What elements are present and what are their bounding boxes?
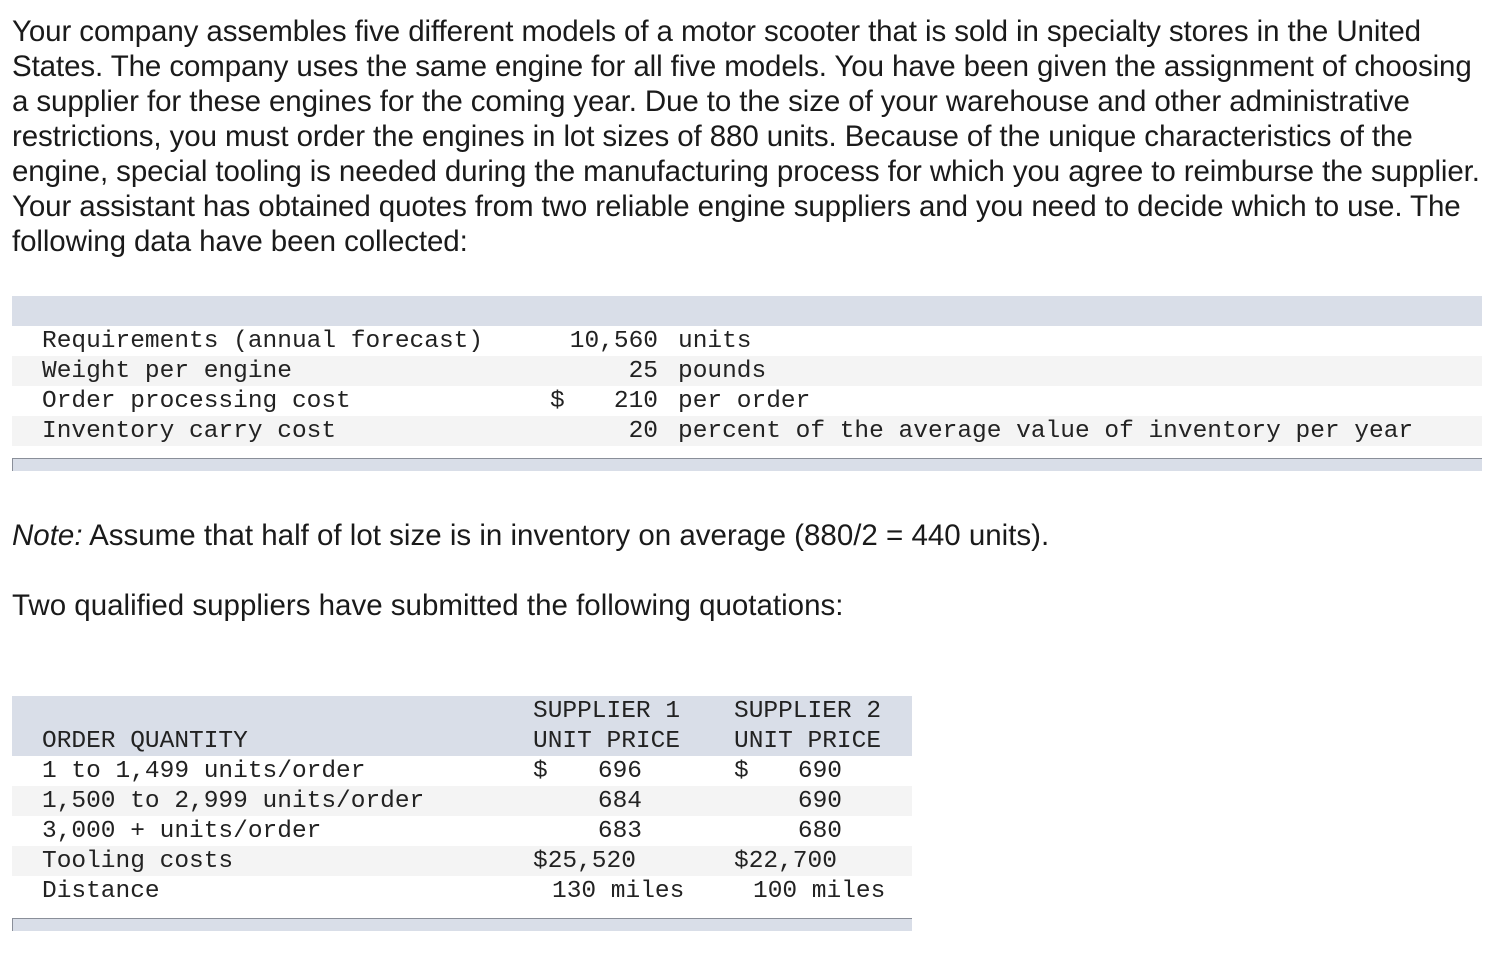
row-label: 3,000 + units/order [42,818,322,845]
order-quantity-header: ORDER QUANTITY [42,728,248,755]
supplier-1-distance: 130 miles [552,878,685,905]
requirements-table [12,296,1482,471]
table-row [12,816,912,846]
quotations-table [12,696,912,931]
table-footer-band [12,918,912,931]
supplier-1-currency: $ [533,758,548,785]
row-label: 1 to 1,499 units/order [42,758,366,785]
quotes-intro: Two qualified suppliers have submitted the following quotations: [12,589,844,622]
supplier-1-price: 696 [597,758,642,785]
row-value: 20 [628,418,658,445]
row-label: Order processing cost [42,388,351,415]
table-row [12,756,912,786]
note-text [12,518,1049,554]
supplier-2-header: SUPPLIER 2 [734,698,882,725]
note-label: Note: [12,519,83,552]
row-value: 210 [613,388,658,415]
table-row [12,416,1482,446]
row-label: Requirements (annual forecast) [42,328,484,355]
supplier-2-price: 680 [797,818,842,845]
supplier-1-price: 684 [597,788,642,815]
supplier-2-subheader: UNIT PRICE [734,728,882,755]
table-footer-band [12,458,1482,471]
supplier-1-subheader: UNIT PRICE [533,728,681,755]
table-row [12,326,1482,356]
row-unit: per order [678,388,811,415]
table-row [12,876,912,906]
supplier-2-distance: 100 miles [753,878,886,905]
table-header-band [12,296,1482,326]
note-body: Assume that half of lot size is in inventory on average (880/2 = 440 units). [89,519,1050,552]
supplier-1-price: 683 [597,818,642,845]
table-row [12,386,1482,416]
table-row [12,846,912,876]
row-label: Tooling costs [42,848,234,875]
row-label: 1,500 to 2,999 units/order [42,788,425,815]
table-row [12,786,912,816]
row-label: Distance [42,878,160,905]
supplier-2-price: 690 [797,788,842,815]
table-row [12,356,1482,386]
row-value: 10,560 [569,328,658,355]
supplier-2-price: 690 [797,758,842,785]
problem-intro: Your company assembles five different models of a motor scooter that is sold in specialty stores in the United States. The company uses the same engine for all five models. You have been given the assignment of choosing a supplier for these engines for the coming year. Due to the size of your warehouse and other administrative restrictions, you must order the engines in lot sizes of 880 units. Because of the unique characteristics of the engine, special tooling is needed during the manufacturing process for which you agree to reimburse the supplier. Your assistant has obtained quotes from two reliable engine suppliers and you need to decide which to use. The following data have been collected: [12,15,1480,258]
row-unit: units [678,328,752,355]
row-label: Weight per engine [42,358,292,385]
supplier-1-tooling: $25,520 [533,848,636,875]
supplier-1-header: SUPPLIER 1 [533,698,681,725]
row-label: Inventory carry cost [42,418,337,445]
table-header [12,696,912,756]
supplier-2-tooling: $22,700 [734,848,837,875]
supplier-2-currency: $ [734,758,749,785]
row-unit: percent of the average value of inventory per year [678,418,1414,445]
row-unit: pounds [678,358,767,385]
row-currency: $ [550,388,565,415]
row-value: 25 [628,358,658,385]
